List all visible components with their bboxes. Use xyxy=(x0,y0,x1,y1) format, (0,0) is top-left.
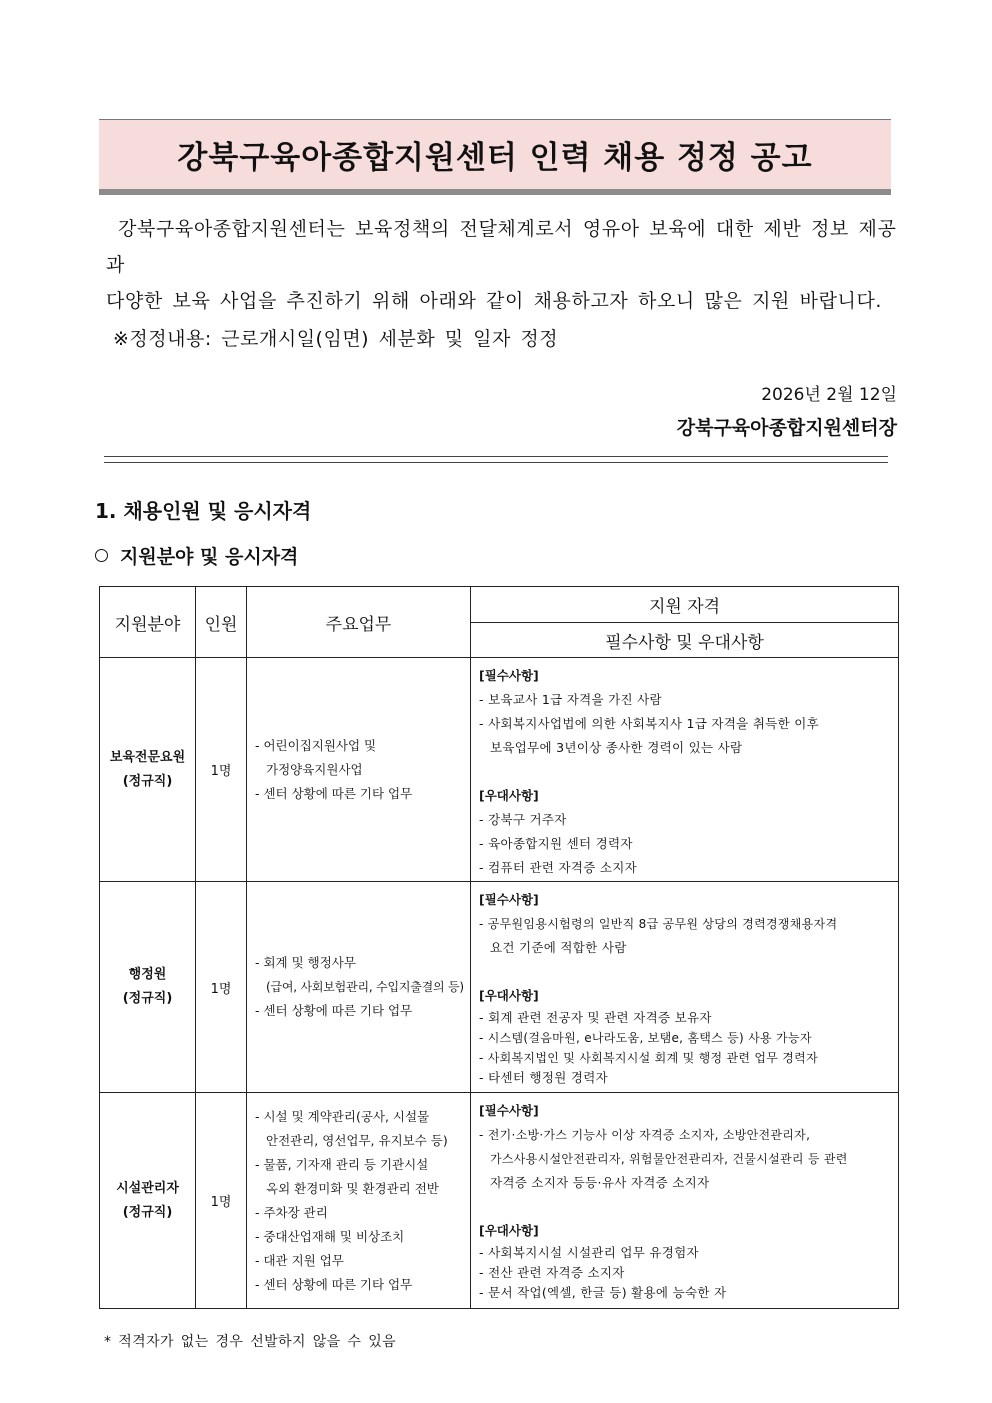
intro-paragraph xyxy=(106,211,898,319)
list-item: - 사회복지시설 시설관리 업무 유경험자 xyxy=(479,1245,699,1260)
footnote: * 적격자가 없는 경우 선발하지 않을 수 있음 xyxy=(104,1334,397,1350)
list-item: 안전관리, 영선업무, 유지보수 등) xyxy=(266,1132,448,1148)
preferred-label: [우대사항] xyxy=(479,1223,539,1238)
duties-cell xyxy=(247,658,471,882)
list-item: - 주차장 관리 xyxy=(255,1204,328,1220)
list-item: 가정양육지원사업 xyxy=(266,761,363,777)
header-qualification-sub: 필수사항 및 우대사항 xyxy=(471,623,899,658)
list-item: - 컴퓨터 관련 자격증 소지자 xyxy=(479,860,638,875)
field-name: 행정원 xyxy=(128,967,167,982)
list-item: (급여, 사회보험관리, 수입지출결의 등) xyxy=(266,980,464,994)
section-title: 1. 채용인원 및 응시자격 xyxy=(95,499,312,523)
list-item: - 센터 상황에 따른 기타 업무 xyxy=(255,785,413,801)
header-field: 지원분야 xyxy=(100,587,196,658)
list-item: - 센터 상황에 따른 기타 업무 xyxy=(255,1003,413,1018)
subsection-title xyxy=(95,542,298,569)
table-row xyxy=(100,658,899,882)
list-item: - 어린이집지원사업 및 xyxy=(255,737,377,753)
field-cell xyxy=(100,1093,196,1309)
list-item: - 육아종합지원 센터 경력자 xyxy=(479,836,633,851)
header-duties: 주요업무 xyxy=(247,587,471,658)
field-name: 보육전문요원 xyxy=(109,749,186,765)
list-item: - 회계 관련 전공자 및 관련 자격증 보유자 xyxy=(479,1010,712,1025)
list-item: - 전기·소방·가스 기능사 이상 자격증 소지자, 소방안전관리자, xyxy=(479,1128,811,1142)
intro-line-2: 다양한 보육 사업을 추진하기 위해 아래와 같이 채용하고자 하오니 많은 지원 바랍니다. xyxy=(106,290,883,312)
list-item: - 센터 상황에 따른 기타 업무 xyxy=(255,1276,413,1292)
count-cell: 1명 xyxy=(196,1093,247,1309)
field-type: (정규직) xyxy=(122,991,173,1006)
qualification-cell xyxy=(471,882,899,1093)
duties-cell xyxy=(247,882,471,1093)
double-divider xyxy=(104,456,888,463)
list-item: - 문서 작업(엑셀, 한글 등) 활용에 능숙한 자 xyxy=(479,1285,727,1300)
list-item: - 시스템(걸음마원, e나라도움, 보탬e, 홈택스 등) 사용 가능자 xyxy=(479,1031,812,1045)
list-item: - 중대산업재해 및 비상조치 xyxy=(255,1228,405,1244)
count-cell: 1명 xyxy=(196,658,247,882)
field-cell xyxy=(100,882,196,1093)
correction-note: ※정정내용: 근로개시일(임면) 세분화 및 일자 정정 xyxy=(113,328,559,350)
table-row xyxy=(100,882,899,1093)
list-item: - 시설 및 계약관리(공사, 시설물 xyxy=(255,1108,430,1124)
list-item: - 회계 및 행정사무 xyxy=(255,955,356,970)
list-item: - 대관 지원 업무 xyxy=(255,1252,344,1268)
recruitment-table xyxy=(99,586,899,1309)
required-label: [필수사항] xyxy=(479,1103,539,1118)
list-item: 가스사용시설안전관리자, 위험물안전관리자, 건물시설관리 등 관련 xyxy=(490,1152,848,1166)
header-count: 인원 xyxy=(196,587,247,658)
list-item: 자격증 소지자 등등·유사 자격증 소지자 xyxy=(490,1175,710,1190)
list-item: 보육업무에 3년이상 종사한 경력이 있는 사람 xyxy=(490,740,743,755)
field-type: (정규직) xyxy=(122,773,173,789)
duties-cell xyxy=(247,1093,471,1309)
list-item: - 전산 관련 자격증 소지자 xyxy=(479,1265,625,1280)
qualification-cell xyxy=(471,658,899,882)
header-qualification: 지원 자격 xyxy=(471,587,899,623)
table-row xyxy=(100,1093,899,1309)
field-type: (정규직) xyxy=(122,1204,173,1220)
count-cell: 1명 xyxy=(196,882,247,1093)
list-item: - 사회복지사업법에 의한 사회복지사 1급 자격을 취득한 이후 xyxy=(479,716,819,731)
required-label: [필수사항] xyxy=(479,892,539,907)
list-item: - 공무원임용시험령의 일반직 8급 공무원 상당의 경력경쟁채용자격 xyxy=(479,917,838,931)
field-cell xyxy=(100,658,196,882)
signer: 강북구육아종합지원센터장 xyxy=(676,417,897,439)
qualification-cell xyxy=(471,1093,899,1309)
preferred-label: [우대사항] xyxy=(479,988,539,1003)
list-item: - 타센터 행정원 경력자 xyxy=(479,1070,609,1085)
list-item: 요건 기준에 적합한 사람 xyxy=(490,940,627,955)
list-item: - 물품, 기자재 관리 등 기관시설 xyxy=(255,1156,429,1172)
title-banner xyxy=(99,119,891,195)
subsection-title-text: 지원분야 및 응시자격 xyxy=(120,546,299,568)
announcement-date: 2026년 2월 12일 xyxy=(761,385,897,405)
list-item: 옥외 환경미화 및 환경관리 전반 xyxy=(266,1180,439,1196)
field-name: 시설관리자 xyxy=(116,1180,179,1196)
list-item: - 사회복지법인 및 사회복지시설 회계 및 행정 관련 업무 경력자 xyxy=(479,1051,818,1065)
list-item: - 강북구 거주자 xyxy=(479,812,567,827)
intro-line-1: 강북구육아종합지원센터는 보육정책의 전달체계로서 영유아 보육에 대한 제반 정보 제공과 xyxy=(106,218,897,276)
page-title: 강북구육아종합지원센터 인력 채용 정정 공고 xyxy=(177,140,813,176)
preferred-label: [우대사항] xyxy=(479,788,539,803)
required-label: [필수사항] xyxy=(479,668,539,683)
list-item: - 보육교사 1급 자격을 가진 사람 xyxy=(479,692,662,707)
table-header-row xyxy=(100,587,899,623)
circle-bullet-icon xyxy=(95,549,108,562)
